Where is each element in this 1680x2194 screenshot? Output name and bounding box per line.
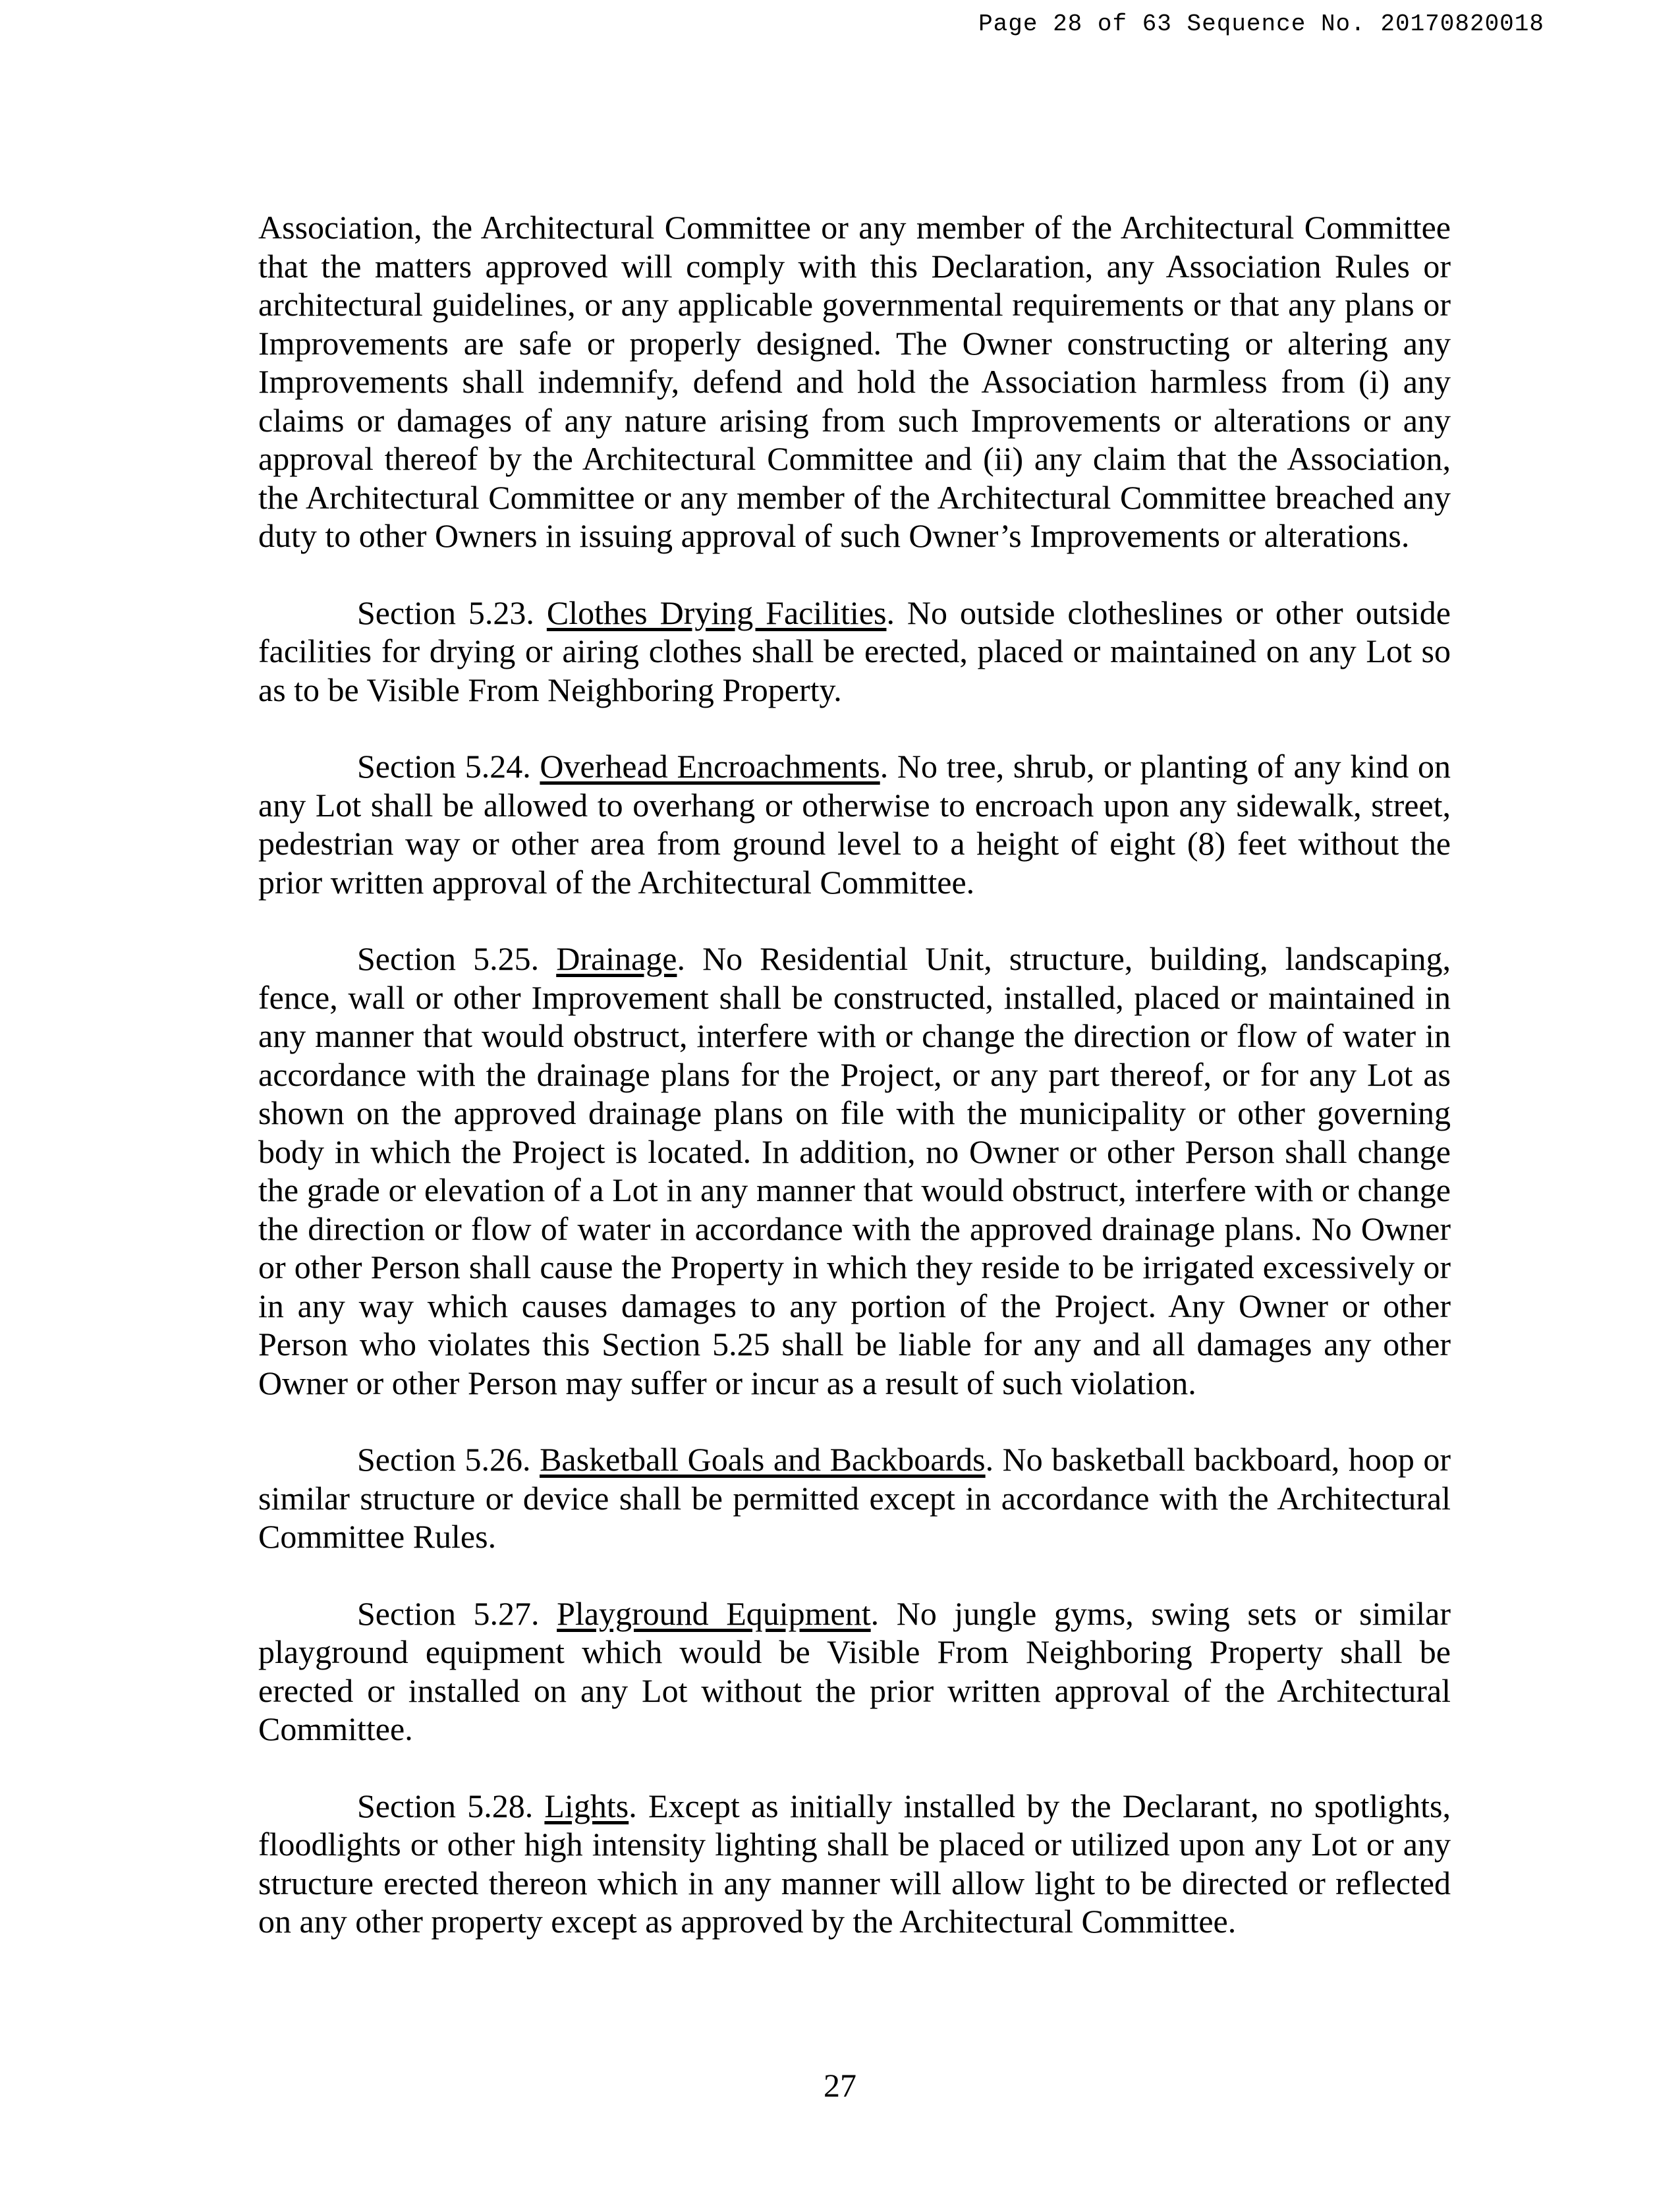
section-text: . No outside clotheslines or other outside facilities for drying or airing clothes shall be erected, placed or maintained on any Lot so as to be Visible From Neighboring Property. — [258, 594, 1451, 708]
document-body — [258, 208, 1451, 1979]
section-text: . No tree, shrub, or planting of any kind on any Lot shall be allowed to overhang or otherwise to encroach upon any sidewalk, street, pedestrian way or other area from ground level to a height of eight (8) feet without the prior written approval of the Architectural Committee. — [258, 748, 1451, 901]
section-5-26-paragraph — [258, 1440, 1451, 1556]
section-number: Section 5.25. — [357, 940, 540, 977]
section-heading: Basketball Goals and Backboards — [540, 1441, 986, 1478]
section-5-24-paragraph — [258, 747, 1451, 901]
section-5-28-paragraph — [258, 1787, 1451, 1941]
section-text: . No Residential Unit, structure, building, landscaping, fence, wall or other Improvement shall be constructed, installed, placed or maintained in any manner that would obstruct, interfere with or change the direction or flow of water in accordance with the drainage plans for the Project, or any part thereof, or for any Lot as shown on the approved drainage plans on file with the municipality or other governing body in which the Project is located. In addition, no Owner or other Person shall change the grade or elevation of a Lot in any manner that would obstruct, interfere with or change the direction or flow of water in accordance with the approved drainage plans. No Owner or other Person shall cause the Property in which they reside to be irrigated excessively or in any way which causes damages to any portion of the Project. Any Owner or other Person who violates this Section 5.25 shall be liable for any and all damages any other Owner or other Person may suffer or incur as a result of such violation. — [258, 940, 1451, 1401]
section-text: . Except as initially installed by the Declarant, no spotlights, floodlights or other high intensity lighting shall be placed or utilized upon any Lot or any structure erected thereon which in any manner will allow light to be directed or reflected on any other property except as approved by the Architectural Committee. — [258, 1787, 1451, 1940]
page-sequence-stamp: Page 28 of 63 Sequence No. 20170820018 — [978, 11, 1544, 38]
section-number: Section 5.28. — [357, 1787, 534, 1824]
section-heading: Overhead Encroachments — [540, 748, 880, 785]
section-heading: Clothes Drying Facilities — [546, 594, 887, 631]
section-text: . No basketball backboard, hoop or similar structure or device shall be permitted except in accordance with the Architectural Committee Rules. — [258, 1441, 1451, 1555]
section-heading: Drainage — [556, 940, 677, 977]
section-number: Section 5.23. — [357, 594, 534, 631]
section-heading: Playground Equipment — [557, 1594, 871, 1632]
section-number: Section 5.27. — [357, 1594, 540, 1632]
section-5-27-paragraph — [258, 1594, 1451, 1749]
page-number: 27 — [824, 2067, 856, 2104]
section-number: Section 5.24. — [357, 748, 531, 785]
section-5-23-paragraph — [258, 594, 1451, 710]
section-number: Section 5.26. — [357, 1441, 531, 1478]
section-text: . No jungle gyms, swing sets or similar playground equipment which would be Visible From Neighboring Property shall be erected or installed on any Lot without the prior written approval of the Architectural Committee. — [258, 1594, 1451, 1747]
section-5-25-paragraph — [258, 940, 1451, 1402]
section-heading: Lights — [544, 1787, 629, 1824]
intro-paragraph: Association, the Architectural Committee or any member of the Architectural Committee that the matters approved will comply with this Declaration, any Association Rules or architectural guidelines, or any applicable governmental requirements or that any plans or Improvements are safe or properly designed. The Owner constructing or altering any Improvements shall indemnify, defend and hold the Association harmless from (i) any claims or damages of any nature arising from such Improvements or alterations or any approval thereof by the Architectural Committee and (ii) any claim that the Association, the Architectural Committee or any member of the Architectural Committee breached any duty to other Owners in issuing approval of such Owner’s Improvements or alterations. — [258, 209, 1451, 554]
